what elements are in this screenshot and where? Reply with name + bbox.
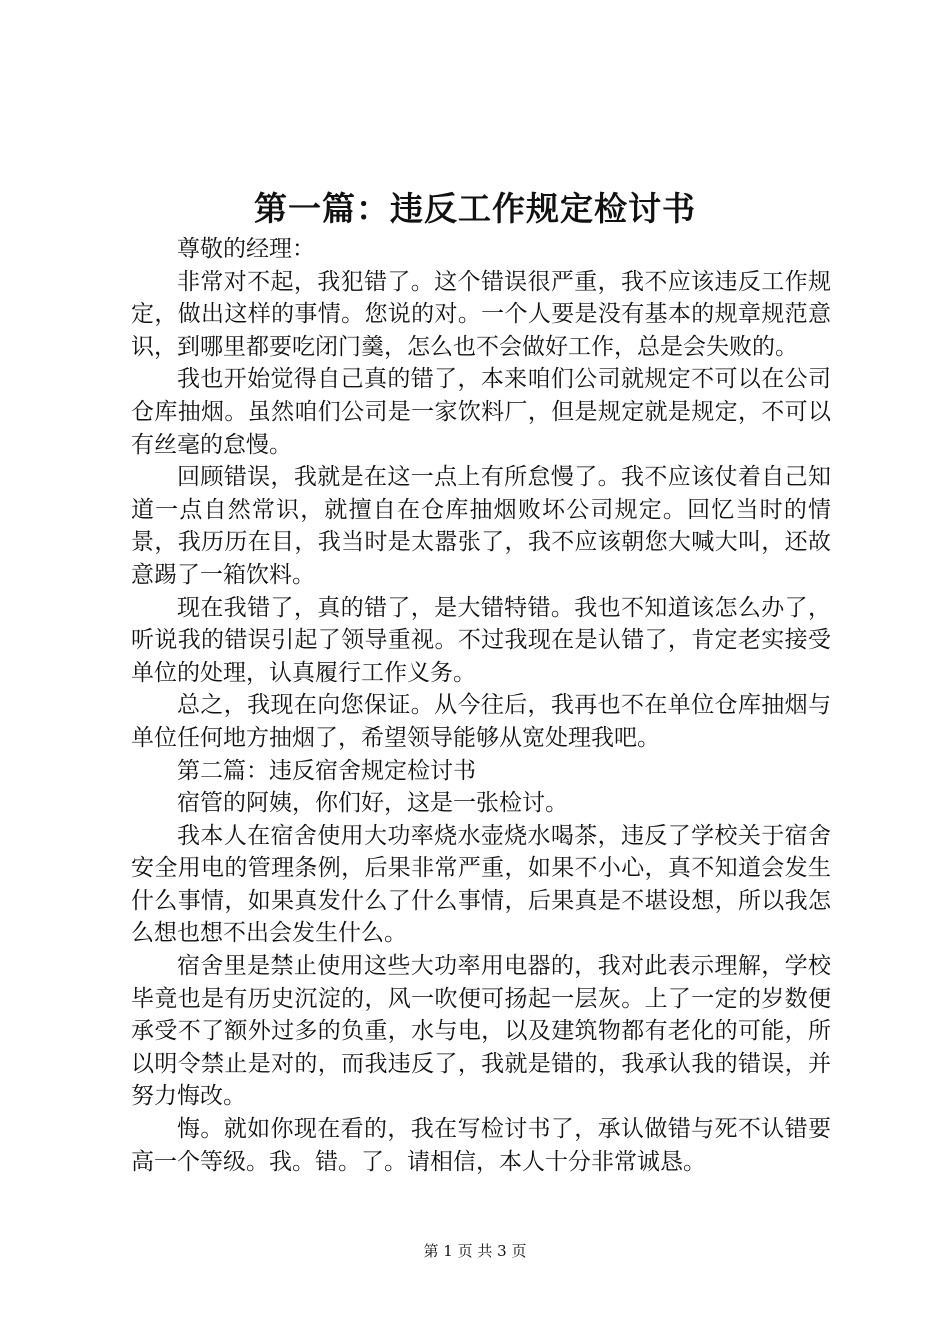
paragraph: 回顾错误，我就是在这一点上有所怠慢了。我不应该仗着自己知道一点自然常识，就擅自在仓库抽烟败坏公司规定。回忆当时的情景，我历历在目，我当时是太嚣张了，我不应该朝您大喊大叫，还故意踢了一箱饮料。 [131,464,831,588]
paragraph: 非常对不起，我犯错了。这个错误很严重，我不应该违反工作规定，做出这样的事情。您说的对。一个人要是没有基本的规章规范意识，到哪里都要吃闭门羹，怎么也不会做好工作，总是会失败的。 [131,268,831,360]
paragraph: 现在我错了，真的错了，是大错特错。我也不知道该怎么办了，听说我的错误引起了领导重视。不过我现在是认错了，肯定老实接受单位的处理，认真履行工作义务。 [131,594,831,686]
paragraph: 悔。就如你现在看的，我在写检讨书了，承认做错与死不认错要高一个等级。我。错。了。请相信，本人十分非常诚恳。 [131,1116,831,1175]
document-body [131,233,831,1178]
paragraph: 总之，我现在向您保证。从今往后，我再也不在单位仓库抽烟与单位任何地方抽烟了，希望领导能够从宽处理我吧。 [131,692,831,751]
paragraph: 宿舍里是禁止使用这些大功率用电器的，我对此表示理解，学校毕竟也是有历史沉淀的，风一吹便可扬起一层灰。上了一定的岁数便承受不了额外过多的负重，水与电，以及建筑物都有老化的可能，所以明令禁止是对的，而我违反了，我就是错的，我承认我的错误，并努力悔改。 [131,953,831,1110]
document-title: 第一篇：违反工作规定检讨书 [254,189,696,228]
paragraph: 我本人在宿舍使用大功率烧水壶烧水喝茶，违反了学校关于宿舍安全用电的管理条例，后果非常严重，如果不小心，真不知道会发生什么事情，如果真发什么了什么事情，后果真是不堪设想，所以我怎么想也想不出会发生什么。 [131,822,831,947]
section-heading: 第二篇：违反宿舍规定检讨书 [177,757,476,784]
salutation: 尊敬的经理： [177,236,315,262]
paragraph: 宿管的阿姨，你们好，这是一张检讨。 [177,790,568,817]
paragraph: 我也开始觉得自己真的错了，本来咱们公司就规定不可以在公司仓库抽烟。虽然咱们公司是一家饮料厂，但是规定就是规定，不可以有丝毫的怠慢。 [131,366,831,458]
page-number-footer: 第 1 页 共 3 页 [423,1242,527,1260]
